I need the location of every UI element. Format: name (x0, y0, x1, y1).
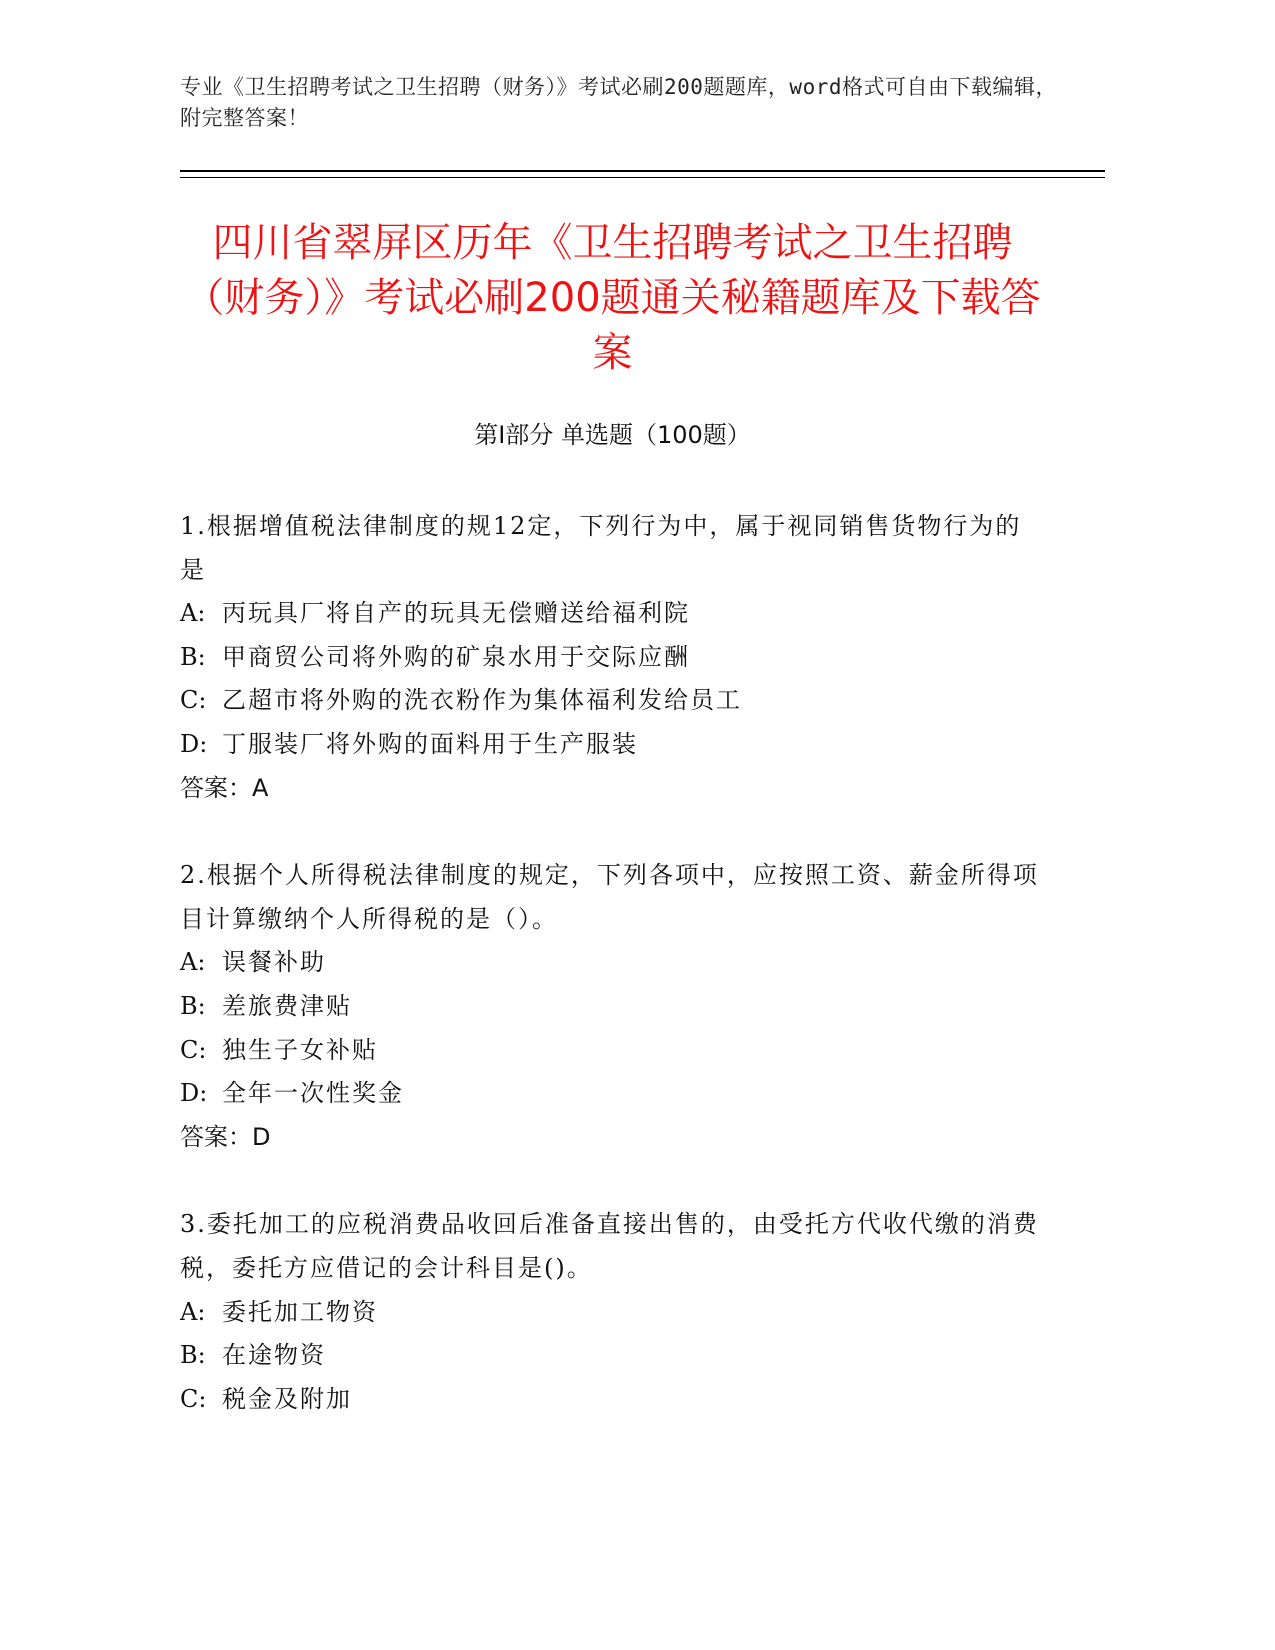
option-key: D: (180, 729, 208, 758)
option-key: B: (180, 991, 206, 1020)
question-stem: 1.根据增值税法律制度的规12定，下列行为中，属于视同销售货物行为的是 (180, 512, 1022, 584)
option-key: A: (180, 599, 206, 628)
option-key: C: (180, 686, 207, 715)
header-divider-thin (180, 177, 1105, 178)
option-text: 丙玩具厂将自产的玩具无偿赠送给福利院 (222, 599, 690, 628)
answer-line: 答案：D (180, 1122, 271, 1151)
option-key: A: (180, 948, 206, 977)
section-title: 第Ⅰ部分 单选题（100题） (474, 421, 751, 449)
option-key: B: (180, 642, 206, 671)
option-c (180, 1378, 1040, 1422)
question-1 (180, 505, 1040, 810)
option-b (180, 1334, 1040, 1378)
option-b (180, 636, 1040, 680)
option-text: 委托加工物资 (222, 1297, 378, 1326)
question-stem: 2.根据个人所得税法律制度的规定，下列各项中，应按照工资、薪金所得项目计算缴纳个人所得税的是（）。 (180, 861, 1039, 933)
question-3 (180, 1203, 1040, 1421)
option-c (180, 1029, 1040, 1073)
option-text: 甲商贸公司将外购的矿泉水用于交际应酬 (222, 642, 690, 671)
option-text: 乙超市将外购的洗衣粉作为集体福利发给员工 (222, 686, 742, 715)
header-note: 专业《卫生招聘考试之卫生招聘（财务）》考试必刷200题题库，word格式可自由下载编辑，附完整答案！ (180, 75, 1057, 130)
option-text: 差旅费津贴 (222, 991, 352, 1020)
document-title: 四川省翠屏区历年《卫生招聘考试之卫生招聘（财务）》考试必刷200题通关秘籍题库及下载答案 (184, 220, 1041, 376)
option-text: 税金及附加 (222, 1384, 352, 1413)
question-stem: 3.委托加工的应税消费品收回后准备直接出售的，由受托方代收代缴的消费税，委托方应借记的会计科目是()。 (180, 1210, 1039, 1282)
option-text: 独生子女补贴 (222, 1035, 378, 1064)
option-key: B: (180, 1341, 206, 1370)
option-a (180, 592, 1040, 636)
option-b (180, 985, 1040, 1029)
option-text: 全年一次性奖金 (222, 1079, 404, 1108)
option-key: C: (180, 1384, 207, 1413)
option-key: D: (180, 1079, 208, 1108)
option-key: C: (180, 1035, 207, 1064)
option-text: 在途物资 (222, 1341, 326, 1370)
option-text: 丁服装厂将外购的面料用于生产服装 (222, 729, 638, 758)
option-d (180, 723, 1040, 767)
option-key: A: (180, 1297, 206, 1326)
option-text: 误餐补助 (222, 948, 326, 977)
option-d (180, 1072, 1040, 1116)
option-c (180, 679, 1040, 723)
option-a (180, 941, 1040, 985)
option-a (180, 1291, 1040, 1335)
question-2 (180, 854, 1040, 1159)
answer-line: 答案：A (180, 773, 269, 802)
header-divider-thick (180, 170, 1105, 172)
question-list (180, 505, 1040, 1465)
